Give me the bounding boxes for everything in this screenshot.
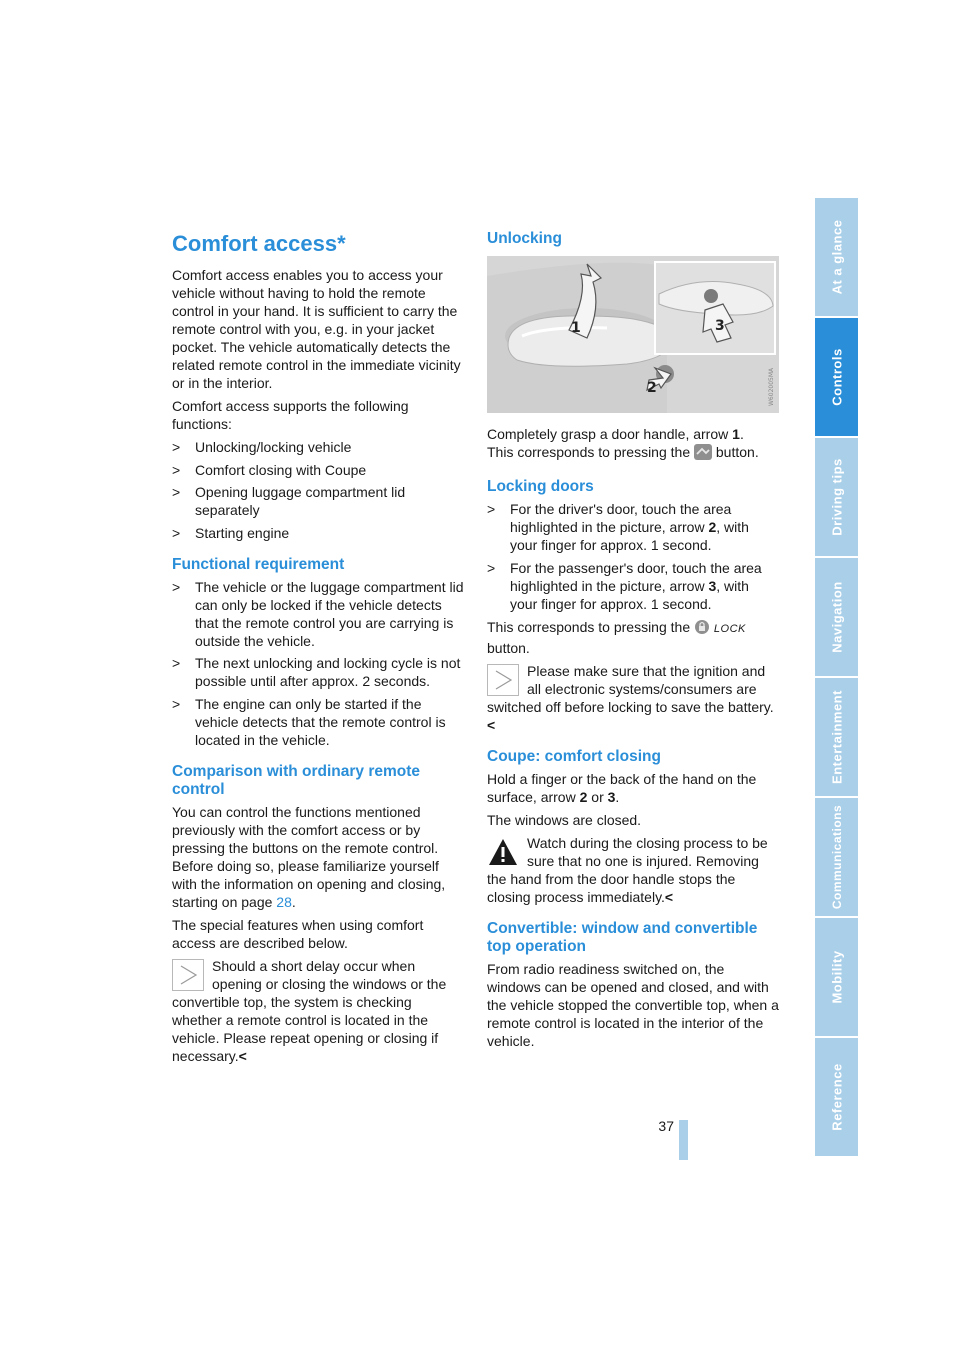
comparison-paragraph: You can control the functions mentioned previously with the comfort access or by pressing the buttons on the remote control. Before doing so, please familiarize yourself with the information on opening and closing, starting on page 28. [172,803,446,910]
lock-press-paragraph: This corresponds to pressing the LOCK button. [487,618,746,656]
list-item: > Comfort closing with Coupe [172,461,464,479]
door-handle-figure [487,256,779,413]
door-handle-illustration [487,256,779,413]
unlock-button-icon [694,444,712,464]
note-block: Should a short delay occur when opening or closing the windows or the convertible top, the system is checking whether a remote control is located in the vehicle. Please repeat opening or closing if necessary.< [172,957,447,1064]
list-item: > For the driver's door, touch the area highlighted in the picture, arrow 2, with your finger for approx. 1 second. [487,500,779,554]
list-item: > The next unlocking and locking cycle is not possible until after approx. 2 seconds. [172,654,464,690]
tab-driving-tips[interactable]: Driving tips [815,438,858,556]
coupe-heading: Coupe: comfort closing [487,747,661,765]
note-triangle-icon [487,664,519,696]
comparison-heading: Comparison with ordinary remote control [172,762,421,798]
tab-entertainment[interactable]: Entertainment [815,678,858,796]
list-item: > For the passenger's door, touch the area highlighted in the picture, arrow 3, with your finger for approx. 1 second. [487,559,779,613]
arrow-label-3: 3 [715,318,725,334]
list-item: > The engine can only be started if the vehicle detects that the remote control is located in the vehicle. [172,695,464,749]
requirement-list [172,578,464,749]
unlock-paragraph: Completely grasp a door handle, arrow 1. This corresponds to pressing the button. [487,425,779,464]
arrow-label-2: 2 [647,380,657,396]
list-item: > Starting engine [172,524,464,542]
arrow-label-1: 1 [571,320,581,336]
list-item: > Unlocking/locking vehicle [172,438,464,456]
windows-closed-paragraph: The windows are closed. [487,811,642,828]
section-sidebar [815,198,858,1160]
tab-reference[interactable]: Reference [815,1038,858,1156]
list-item: > Opening luggage compartment lid separately [172,483,464,519]
lock-note-block: Please make sure that the ignition and all electronic systems/consumers are switched off before locking to save the battery.< [487,662,774,733]
convertible-heading: Convertible: window and convertible top operation [487,919,758,955]
unlocking-heading: Unlocking [487,230,562,247]
page-number: 37 [658,1118,674,1134]
figure-code: W602005MA [768,367,775,406]
coupe-paragraph: Hold a finger or the back of the hand on the surface, arrow 2 or 3. [487,770,757,805]
lock-button-label: LOCK [713,622,746,635]
page-title: Comfort access* [172,231,346,256]
right-column [487,230,779,1055]
locking-doors-heading: Locking doors [487,478,594,495]
note-triangle-icon [172,959,204,991]
intro-paragraph: Comfort access enables you to access your vehicle without having to hold the remote control in your hand. It is sufficient to carry the remote control with you, e.g. in your jacket pocket. The vehicle automatically detects the related remote control in the immediate vicinity or in the interior. [172,267,461,391]
locking-list [487,500,779,613]
warning-block: Watch during the closing process to be sure that no one is injured. Removing the hand from the door handle stops the closing process immediately.< [487,834,768,905]
page-number-bar [679,1120,688,1160]
tab-at-a-glance[interactable]: At a glance [815,198,858,316]
special-paragraph: The special features when using comfort access are described below. [172,916,424,951]
tab-controls[interactable]: Controls [815,318,858,436]
warning-icon [487,836,519,868]
list-item: > The vehicle or the luggage compartment lid can only be locked if the vehicle detects that the remote control you are carrying is outside the vehicle. [172,578,464,650]
page-link[interactable]: 28 [276,893,292,910]
tab-navigation[interactable]: Navigation [815,558,858,676]
tab-communications[interactable]: Communications [815,798,858,916]
convertible-paragraph: From radio readiness switched on, the windows can be opened and closed, and with the vehicle stopped the convertible top, when a remote control is located in the interior of the vehicle. [487,960,779,1049]
lock-button-icon [694,619,710,639]
left-column [172,230,464,1071]
tab-mobility[interactable]: Mobility [815,918,858,1036]
function-list [172,438,464,542]
supports-paragraph: Comfort access supports the following functions: [172,398,409,432]
functional-requirement-heading: Functional requirement [172,555,345,573]
